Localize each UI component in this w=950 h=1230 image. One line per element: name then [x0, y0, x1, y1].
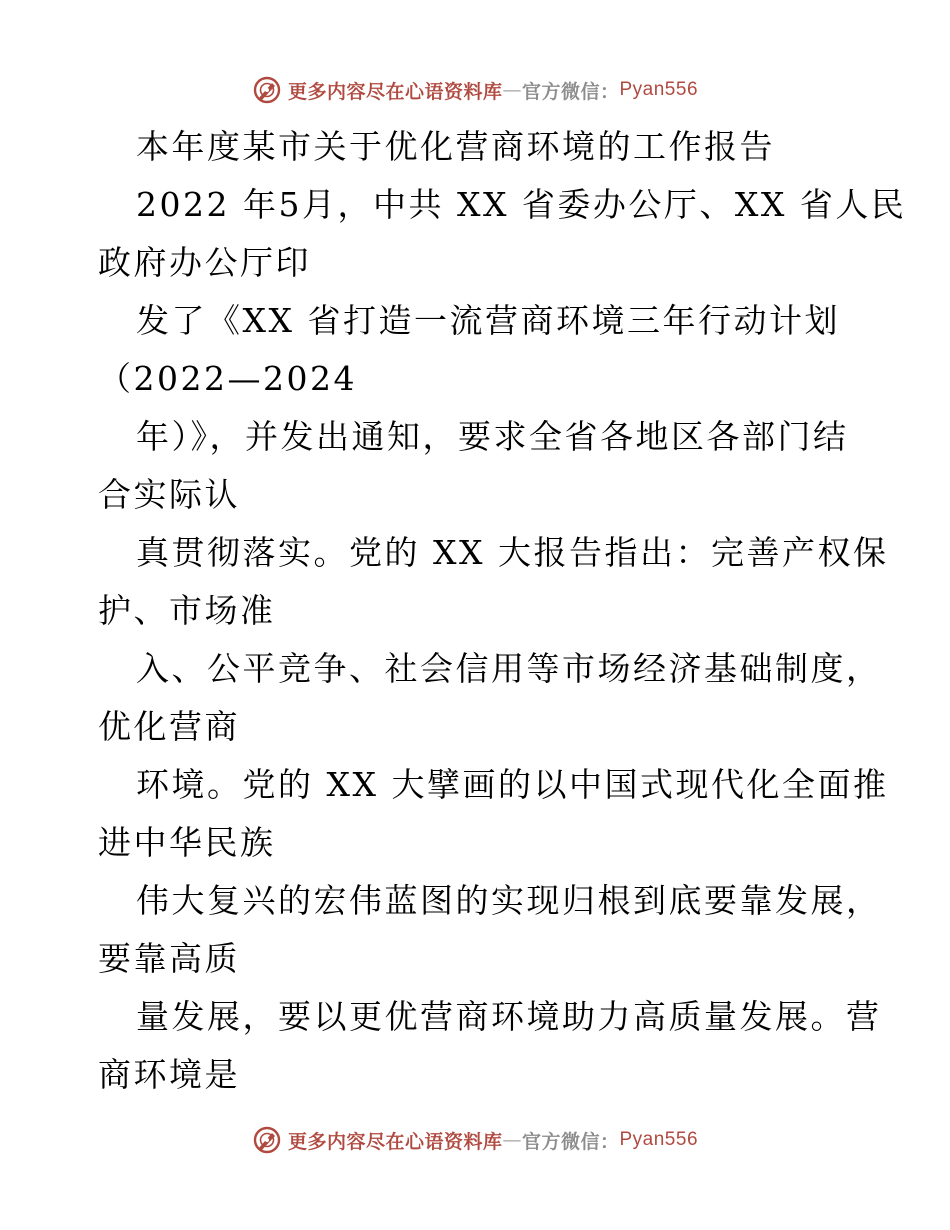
header-banner: [0, 72, 950, 108]
banner-wechat-id: Pyan556: [619, 79, 699, 100]
banner-separator: —: [502, 79, 522, 101]
paragraph-line: 环境。党的 XX 大擘画的以中国式现代化全面推: [136, 765, 889, 804]
footer-banner: [0, 1122, 950, 1158]
paragraph-line: 政府办公厅印: [98, 243, 311, 282]
paragraph-line: （2022—2024: [98, 359, 357, 398]
paragraph-line: 2022 年5月，中共 XX 省委办公厅、XX 省人民: [136, 185, 907, 224]
brand-logo-icon: [252, 1125, 282, 1155]
brand-logo-icon: [252, 75, 282, 105]
banner-separator: —: [502, 1129, 522, 1151]
paragraph-line: 年）》，并发出通知，要求全省各地区各部门结: [136, 417, 849, 456]
paragraph-line: 进中华民族: [98, 823, 276, 862]
paragraph-line: 要靠高质: [98, 939, 240, 978]
banner-official-label: 官方微信：: [521, 80, 620, 103]
paragraph-line: 真贯彻落实。党的 XX 大报告指出：完善产权保: [136, 533, 889, 572]
paragraph-line: 合实际认: [98, 475, 240, 514]
paragraph-line: 量发展，要以更优营商环境助力高质量发展。营: [136, 997, 882, 1036]
banner-official-label: 官方微信：: [521, 1130, 620, 1153]
paragraph-line: 护、市场准: [98, 591, 276, 630]
banner-wechat-id: Pyan556: [619, 1129, 699, 1150]
paragraph-line: 伟大复兴的宏伟蓝图的实现归根到底要靠发展，: [136, 881, 882, 920]
document-title: 本年度某市关于优化营商环境的工作报告: [136, 127, 775, 166]
banner-brand-text: 更多内容尽在心语资料库: [287, 80, 503, 103]
paragraph-line: 入、公平竞争、社会信用等市场经济基础制度，: [136, 649, 882, 688]
paragraph-line: 商环境是: [98, 1055, 240, 1094]
document-body: [98, 118, 907, 1104]
paragraph-line: 发了《XX 省打造一流营商环境三年行动计划: [136, 301, 840, 340]
banner-brand-text: 更多内容尽在心语资料库: [287, 1130, 503, 1153]
paragraph-line: 优化营商: [98, 707, 240, 746]
